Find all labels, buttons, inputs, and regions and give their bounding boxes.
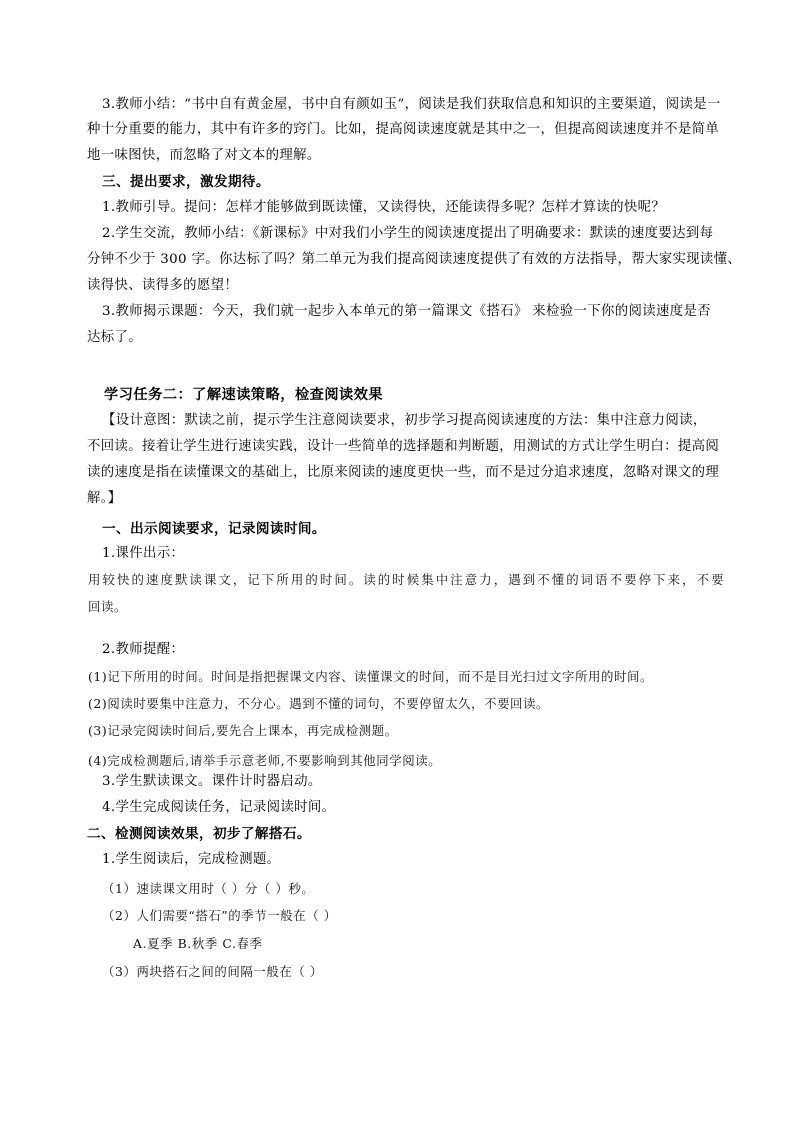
question-2: （2）人们需要“搭石”的季节一般在（ ） <box>102 908 337 923</box>
heading-two: 二、检测阅读效果，初步了解搭石。 <box>87 826 311 842</box>
courseware-text-line1: 用较快的速度默读课文，记下所用的时间。读的时候集中注意力，遇到不懂的词语不要停下来，不要 <box>88 572 726 587</box>
paragraph-exchange-line3: 读得快、读得多的愿望！ <box>87 278 239 293</box>
step-after-reading: 1.学生阅读后，完成检测题。 <box>102 852 281 867</box>
step-finish-task: 4.学生完成阅读任务，记录阅读时间。 <box>102 800 336 815</box>
step-silent-reading: 3.学生默读课文。课件计时器启动。 <box>102 774 322 789</box>
question-2-options: A.夏季 B.秋季 C.春季 <box>133 936 263 951</box>
paragraph-teacher-summary-line1: 3.教师小结：“书中自有黄金屋，书中自有颜如玉”，阅读是我们获取信息和知识的主要渠道，阅读是一 <box>102 97 721 112</box>
reminder-item-3: (3)记录完阅读时间后,要先合上课本，再完成检测题。 <box>88 723 398 738</box>
paragraph-teacher-summary-line2: 种十分重要的能力，其中有许多的窍门。比如，提高阅读速度就是其中之一，但提高阅读速度并不是简单 <box>87 122 720 137</box>
teacher-reminder-label: 2.教师提醒： <box>102 642 185 657</box>
design-intent-line3: 读的速度是指在读懂课文的基础上，比原来阅读的速度更快一些，而不是过分追求速度，忽略对课文的理 <box>87 465 720 480</box>
heading-one: 一、出示阅读要求，记录阅读时间。 <box>102 521 326 537</box>
reminder-item-1: (1)记下所用的时间。时间是指把握课文内容、读懂课文的时间，而不是目光扫过文字所用的时间。 <box>88 669 653 684</box>
paragraph-reveal-topic-line2: 达标了。 <box>87 330 142 345</box>
reminder-item-2: (2)阅读时要集中注意力，不分心。遇到不懂的词句，不要停留太久，不要回读。 <box>88 696 550 711</box>
task-two-title: 学习任务二：了解速读策略，检查阅读效果 <box>104 387 384 403</box>
design-intent-line1: 【设计意图：默读之前，提示学生注意阅读要求，初步学习提高阅读速度的方法：集中注意力阅读， <box>102 413 707 428</box>
paragraph-exchange-line2: 分钟不少于 300 字。你达标了吗？第二单元为我们提高阅读速度提供了有效的方法指导，帮大家实现读懂、 <box>87 252 742 267</box>
paragraph-exchange-line1: 2.学生交流，教师小结：《新课标》中对我们小学生的阅读速度提出了明确要求：默读的速度要达到每 <box>102 226 714 241</box>
question-1: （1）速读课文用时（ ）分（ ）秒。 <box>102 881 315 896</box>
courseware-label: 1.课件出示： <box>102 546 185 561</box>
courseware-text-line2: 回读。 <box>88 599 127 614</box>
reminder-item-4: (4)完成检测题后,请举手示意老师,不要影响到其他同学阅读。 <box>88 753 442 768</box>
question-3: （3）两块搭石之间的间隔一般在（ ） <box>102 964 323 979</box>
paragraph-teacher-summary-line3: 地一味图快，而忽略了对文本的理解。 <box>87 148 321 163</box>
design-intent-line4: 解。】 <box>87 491 122 506</box>
design-intent-line2: 不回读。接着让学生进行速读实践，设计一些简单的选择题和判断题，用测试的方式让学生明白：提高阅 <box>87 439 720 454</box>
paragraph-teacher-guide: 1.教师引导。提问：怎样才能够做到既读懂，又读得快，还能读得多呢？怎样才算读的快呢？ <box>102 200 666 215</box>
paragraph-reveal-topic-line1: 3.教师揭示课题：今天，我们就一起步入本单元的第一篇课文《搭石》 来检验一下你的阅读速度是否 <box>102 304 711 319</box>
heading-three: 三、提出要求，激发期待。 <box>102 174 270 190</box>
